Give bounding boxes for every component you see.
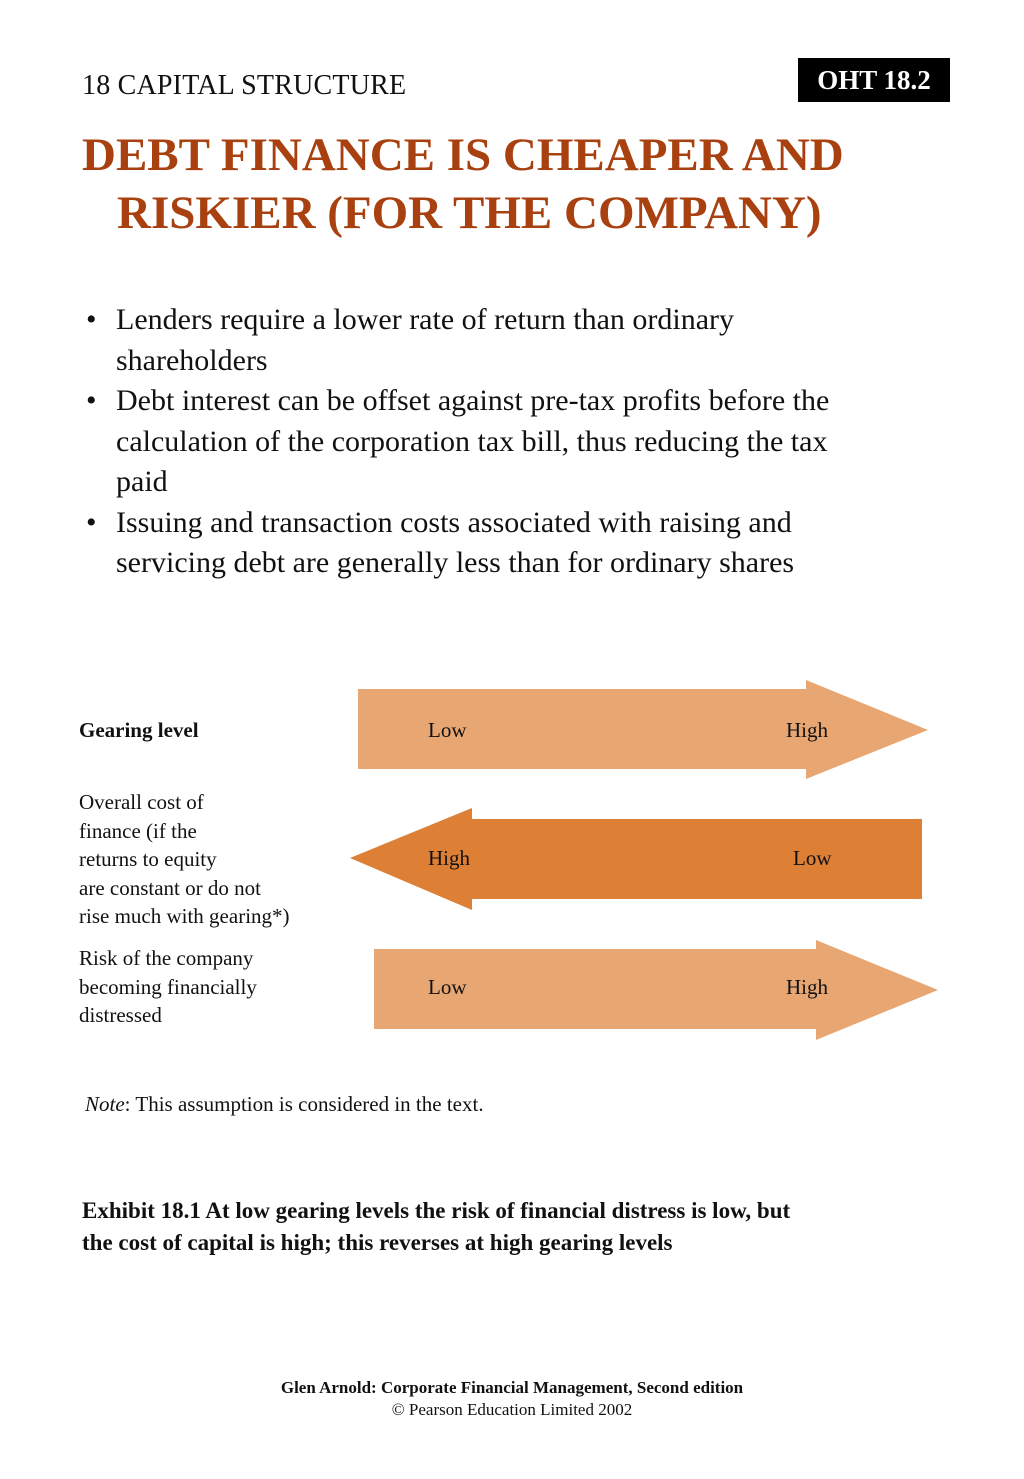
row-label-line: rise much with gearing*) (79, 904, 290, 928)
note-text: : This assumption is considered in the text. (124, 1092, 484, 1116)
footer-copyright: © Pearson Education Limited 2002 (391, 1400, 633, 1419)
exhibit-caption-line: the cost of capital is high; this reverses at high gearing levels (82, 1230, 673, 1255)
bullet-line: Debt interest can be offset against pre-tax profits before the (116, 384, 830, 417)
row-label-line: Gearing level (79, 718, 199, 742)
bullet-line: Lenders require a lower rate of return than ordinary (116, 303, 735, 336)
bullet-line: paid (116, 465, 168, 498)
bullet-list (82, 300, 962, 584)
note-label: Note (85, 1092, 125, 1116)
arrow-left-value: Low (428, 975, 467, 999)
row-label-line: Risk of the company (79, 946, 254, 970)
exhibit-caption-line: Exhibit 18.1 At low gearing levels the risk of financial distress is low, but (82, 1198, 791, 1223)
slide-title-line-2: RISKIER (FOR THE COMPANY) (117, 187, 822, 239)
row-label-line: distressed (79, 1003, 162, 1027)
bullet-line: Issuing and transaction costs associated with raising and (116, 505, 792, 539)
cost-of-finance-label (79, 788, 290, 931)
slide-number-badge: OHT 18.2 (798, 58, 950, 102)
bullet-line: calculation of the corporation tax bill, thus reducing the tax (116, 424, 828, 458)
arrow-right-value: Low (793, 846, 832, 870)
row-label-line: are constant or do not (79, 875, 261, 900)
bullet-item (82, 300, 962, 381)
slide-title (82, 126, 962, 242)
bullet-line: shareholders (116, 343, 268, 377)
bullet-line: servicing debt are generally less than for ordinary shares (116, 546, 795, 579)
arrow-right-value: High (786, 975, 828, 999)
exhibit-caption (82, 1195, 962, 1259)
bullet-marker: • (86, 505, 97, 539)
bullet-item (82, 381, 962, 503)
row-label-line: becoming financially (79, 974, 257, 999)
row-label-line: finance (if the (79, 818, 197, 843)
slide-title-line-1: DEBT FINANCE IS CHEAPER AND (82, 129, 844, 181)
footer-book-credit: Glen Arnold: Corporate Financial Management, Second edition (280, 1378, 744, 1397)
bullet-marker: • (86, 303, 97, 336)
bullet-item (82, 503, 962, 584)
row-label-line: Overall cost of (79, 790, 204, 814)
row-label-line: returns to equity (79, 847, 217, 871)
bullet-marker: • (86, 384, 97, 417)
assumption-note (85, 1092, 484, 1117)
arrow-left-value: Low (428, 718, 467, 742)
financial-distress-risk-label (79, 944, 257, 1030)
gearing-level-label (79, 716, 199, 745)
arrow-right-value: High (786, 718, 828, 742)
arrow-left-value: High (428, 846, 470, 870)
chapter-heading: 18 CAPITAL STRUCTURE (82, 70, 407, 101)
